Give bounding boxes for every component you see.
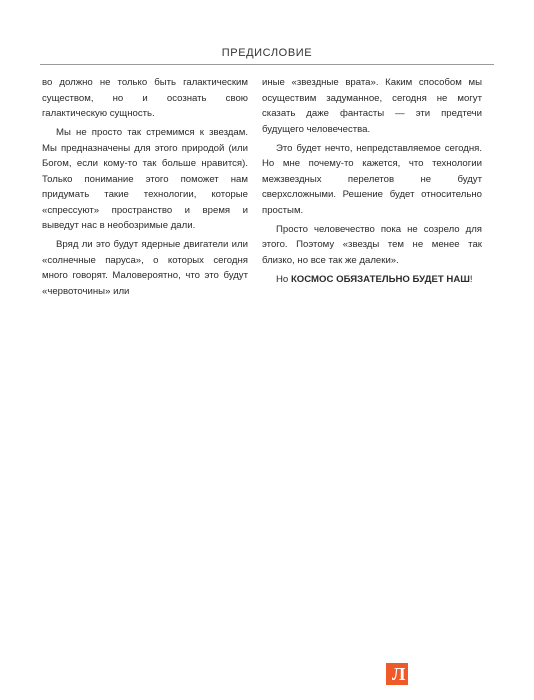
right-paragraph-1: иные «звездные врата». Каким способом мы осуществим задуманное, сегодня не могут сказать даже фантасты — эти предтечи будущего человечества. <box>262 77 482 135</box>
right-column <box>262 75 482 291</box>
left-column <box>42 75 248 303</box>
final-prefix: Но <box>276 273 291 285</box>
page-header: ПРЕДИСЛОВИЕ <box>221 47 313 59</box>
publisher-logo-icon <box>386 663 408 685</box>
left-paragraph-2: Мы не просто так стремимся к звездам. Мы предназначены для этого природой (или Богом, если кому-то так больше нравится). Только понимание этого поможет нам придумать такие технологии, которые «спрессуют» пространство и время и выведут нас в необозримые дали. <box>42 127 248 231</box>
left-paragraph-1: во должно не только быть галактическим существом, но и осознать свою галактическую сущность. <box>42 77 248 119</box>
right-paragraph-3: Просто человечество пока не созрело для этого. Поэтому «звезды тем не менее так близко, но все так же далеки». <box>262 223 482 266</box>
right-paragraph-2: Это будет нечто, непредставляемое сегодня. Но мне почему-то кажется, что технологии межзвездных перелетов не будут сверхсложными. Решение будет относительно простым. <box>262 142 482 216</box>
final-suffix: ! <box>469 273 473 285</box>
left-paragraph-3: Вряд ли это будут ядерные двигатели или «солнечные паруса», о которых сегодня много говорят. Маловероятно, что это будут «червоточины» или <box>42 239 248 297</box>
final-slogan: КОСМОС ОБЯЗАТЕЛЬНО БУДЕТ НАШ <box>290 273 470 285</box>
right-paragraph-4 <box>262 272 482 288</box>
header-divider <box>40 64 494 65</box>
logo-letter: Л <box>392 664 406 684</box>
